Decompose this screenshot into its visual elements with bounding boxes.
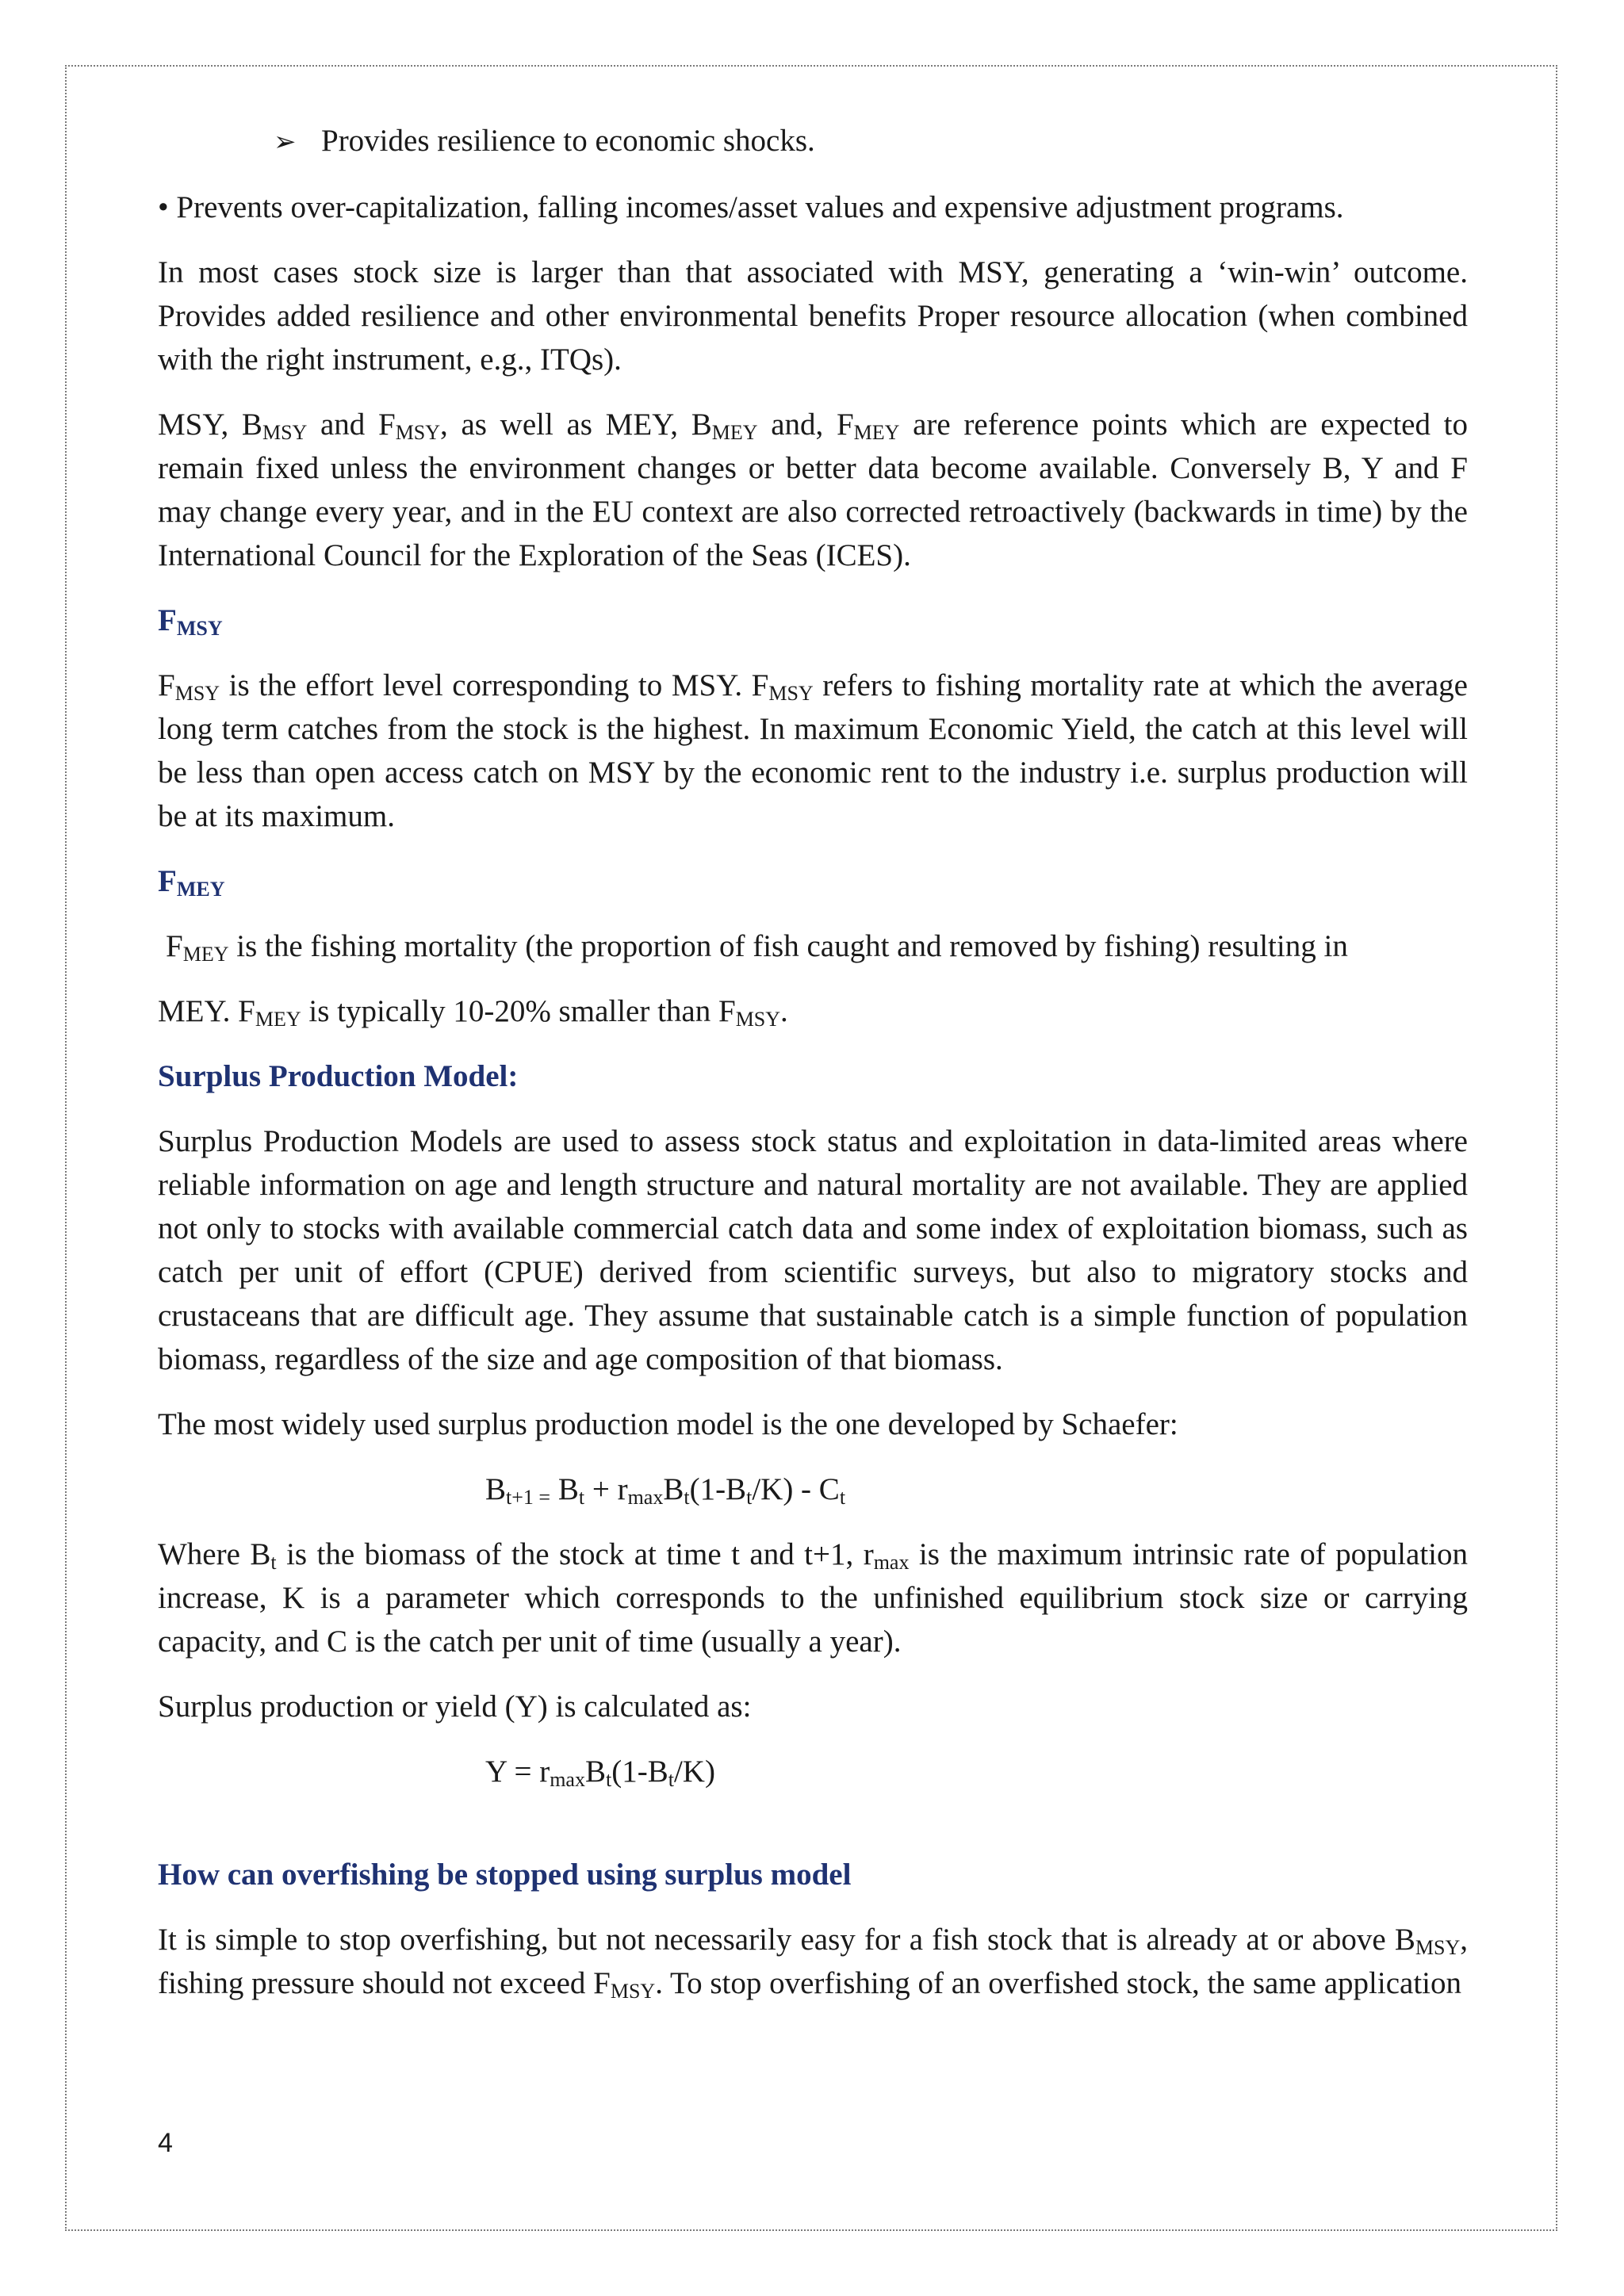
paragraph-yield-intro: Surplus production or yield (Y) is calculated as: <box>158 1689 752 1724</box>
paragraph-where-definitions: Where $B_t$ is the biomass of the stock at time t and t+1, $r_{max}$ is the maximum intrinsic rate of population increase, K is a parameter which corresponds to the unfinished equilibrium stock size or carrying capacity, and C is the catch per unit of time (usually a year). <box>158 1537 1468 1659</box>
page-number: 4 <box>158 2128 173 2158</box>
bullet-text: Provides resilience to economic shocks. <box>321 124 815 158</box>
equation-schaefer: $B_{t+1 =}$ $B_t + r_{max}B_t(1-B_t/K) - C_t$ <box>485 1472 846 1509</box>
equation-yield: $Y = r_{max}B_t(1-B_t/K)$ <box>485 1755 715 1791</box>
bullet-text: Prevents over-capitalization, falling incomes/asset values and expensive adjustment programs. <box>176 190 1344 224</box>
paragraph-fmsy: $F_{MSY}$ is the effort level corresponding to MSY. $F_{MSY}$ refers to fishing mortality rate at which the average long term catches from the stock is the highest. In maximum Economic Yield, the catch at this level will be less than open access catch on MSY by the economic rent to the industry i.e. surplus production will be at its maximum. <box>158 668 1468 833</box>
paragraph-surplus-production: Surplus Production Models are used to assess stock status and exploitation in data-limited areas where reliable information on age and length structure and natural mortality are not available. They are applied not only to stocks with available commercial catch data and some index of exploitation biomass, such as catch per unit of effort (CPUE) derived from scientific surveys, but also to migratory stocks and crustaceans that are difficult age. They assume that sustainable catch is a simple function of population biomass, regardless of the size and age composition of that biomass. <box>158 1124 1468 1376</box>
paragraph-overfishing: It is simple to stop overfishing, but not necessarily easy for a fish stock that is already at or above $B_{MSY}$, fishing pressure should not exceed $F_{MSY}$. To stop overfishing of an overfished stock, the same application <box>158 1923 1468 2003</box>
paragraph-reference-points: MSY, $B_{MSY}$ and $F_{MSY}$, as well as MEY, $B_{MEY}$ and, $F_{MEY}$ are reference points which are expected to remain fixed unless the environment changes or better data become available. Conversely B, Y and F may change every year, and in the EU context are also corrected retroactively (backwards in time) by the International Council for the Exploration of the Seas (ICES). <box>158 408 1468 572</box>
dot-bullet-icon: • <box>158 190 169 224</box>
dot-bullet-item <box>158 186 1468 229</box>
arrow-bullet-icon: ➢ <box>274 126 297 158</box>
paragraph-fmey-line2: MEY. $F_{MEY}$ is typically 10-20% smaller than $F_{MSY}$. <box>158 994 788 1031</box>
paragraph-fmey-line1: $F_{MEY}$ is the fishing mortality (the proportion of fish caught and removed by fishing) resulting in <box>166 929 1348 966</box>
spacer <box>158 1815 1468 1853</box>
heading-surplus-production-model: Surplus Production Model: <box>158 1059 519 1093</box>
paragraph-schaefer-intro: The most widely used surplus production model is the one developed by Schaefer: <box>158 1407 1178 1441</box>
arrow-bullet-item <box>158 119 1468 164</box>
document-body <box>158 119 1468 2026</box>
heading-fmey: $F_{MEY}$ <box>158 864 225 901</box>
heading-overfishing: How can overfishing be stopped using surplus model <box>158 1858 852 1892</box>
heading-fmsy: $F_{MSY}$ <box>158 603 223 640</box>
paragraph-win-win: In most cases stock size is larger than that associated with MSY, generating a ‘win-win’ outcome. Provides added resilience and other environmental benefits Proper resource allocation (when combined with the right instrument, e.g., ITQs). <box>158 255 1468 377</box>
